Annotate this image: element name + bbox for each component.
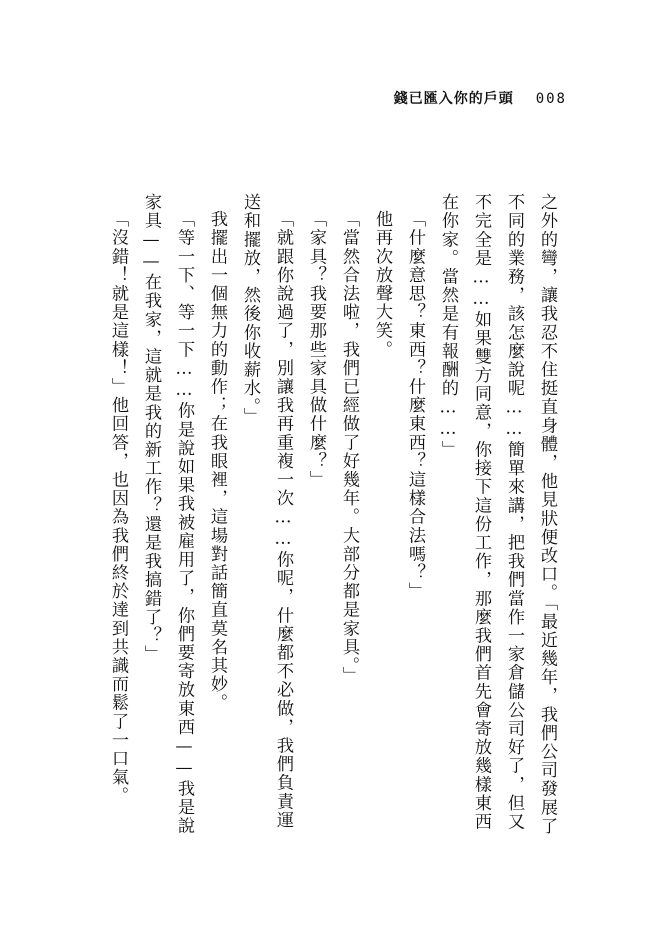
paragraph-7: 我擺出一個無力的動作；在我眼裡，這場對話簡直莫名其妙。 xyxy=(207,210,227,713)
paragraph-3: 他再次放聲大笑。 xyxy=(372,210,392,359)
paragraph-8: 「等一下、等一下……你是說如果我被雇用了，你們要寄放東西——我是說家具——在我家，這就是我的新工作？還是我搞錯了？」 xyxy=(141,193,194,836)
page-number: 008 xyxy=(535,91,567,107)
book-title: 錢已匯入你的戶頭 xyxy=(393,91,514,107)
paragraph-6: 「就跟你說過了，別讓我再重複一次……你呢，什麼都不必做，我們負責運送和擺放，然後你收薪水。」 xyxy=(240,193,293,830)
paragraph-1: 之外的彎，讓我忍不住挺直身體，他見狀便改口。「最近幾年，我們公司發展了不同的業務，該怎麼說呢……簡單來講，把我們當作一家倉儲公司好了，但又不完全是……如果雙方同意，你接下這份工作，那麼我們首先會寄放幾樣東西在你家。當然是有報酬的……」 xyxy=(438,193,557,836)
paragraph-2: 「什麼意思？東西？什麼東西？這樣合法嗎？」 xyxy=(405,210,425,601)
paragraph-9: 「沒錯！就是這樣！」他回答，也因為我們終於達到共識而鬆了一口氣。 xyxy=(108,210,128,806)
running-header xyxy=(394,88,567,108)
paragraph-4: 「當然合法啦，我們已經做了好幾年。大部分都是家具。」 xyxy=(339,210,359,686)
paragraph-5: 「家具？我要那些家具做什麼？」 xyxy=(306,210,326,490)
body-text xyxy=(103,193,563,843)
